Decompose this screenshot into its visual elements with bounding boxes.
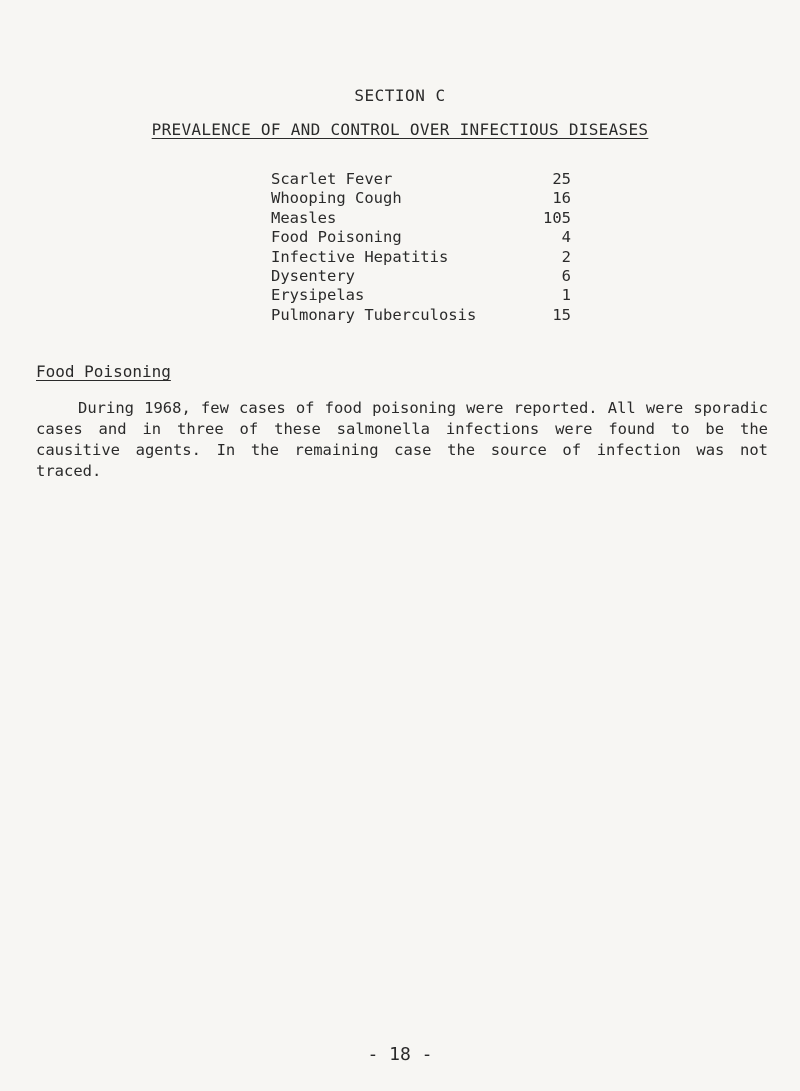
food-poisoning-paragraph <box>36 398 768 482</box>
food-poisoning-paragraph-text: During 1968, few cases of food poisoning were reported. All were sporadic cases and in three of these salmonella infections were found to be the causitive agents. In the remaining case the source of infection was not traced. <box>36 399 768 480</box>
page-title <box>0 120 800 139</box>
food-poisoning-heading <box>36 362 171 381</box>
disease-name: Whooping Cough <box>271 189 402 208</box>
disease-name: Erysipelas <box>271 286 365 305</box>
food-poisoning-heading-text: Food Poisoning <box>36 362 171 381</box>
disease-count: 1 <box>561 286 571 305</box>
disease-name: Measles <box>271 208 337 227</box>
disease-count: 4 <box>561 228 571 247</box>
disease-count: 25 <box>552 170 571 188</box>
table-row <box>271 170 571 189</box>
table-row <box>271 286 571 305</box>
section-label: SECTION C <box>354 86 446 105</box>
table-row <box>271 189 571 208</box>
page-title-text: PREVALENCE OF AND CONTROL OVER INFECTIOUS DISEASES <box>151 120 649 139</box>
table-row <box>271 228 571 247</box>
disease-table <box>271 170 571 325</box>
page-number: - 18 - <box>367 1044 433 1065</box>
table-row <box>271 248 571 267</box>
disease-name: Pulmonary Tuberculosis <box>271 305 477 324</box>
disease-name: Food Poisoning <box>271 228 402 247</box>
disease-count: 105 <box>543 208 571 227</box>
table-row <box>271 267 571 286</box>
disease-name: Dysentery <box>271 267 355 286</box>
disease-name: Infective Hepatitis <box>271 247 449 266</box>
disease-count: 6 <box>561 267 571 286</box>
disease-name: Scarlet Fever <box>271 170 393 188</box>
disease-count: 15 <box>552 305 571 324</box>
table-row <box>271 306 571 325</box>
disease-count: 2 <box>561 247 571 266</box>
disease-count: 16 <box>552 189 571 208</box>
table-row <box>271 209 571 228</box>
